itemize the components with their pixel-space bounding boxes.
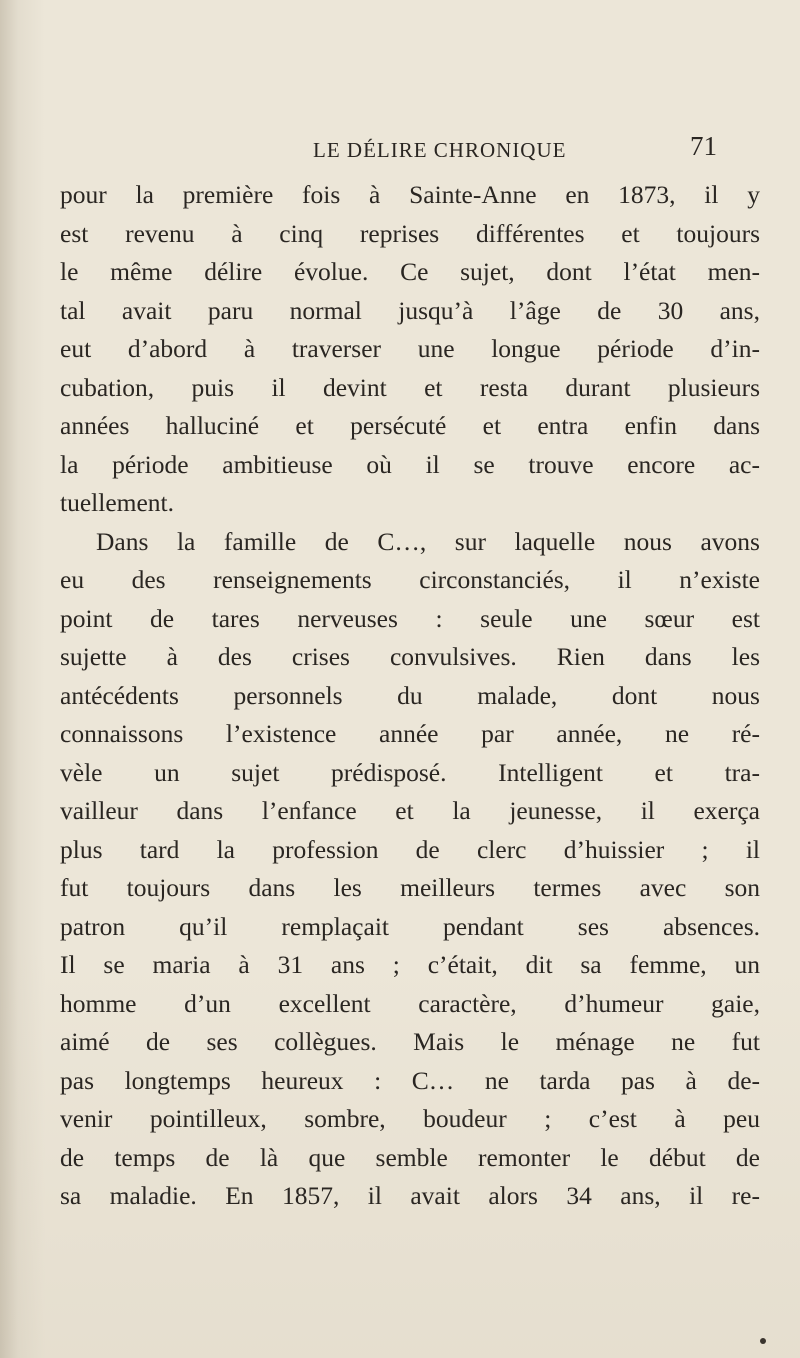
page-number: 71 (690, 131, 717, 161)
text-line: homme d’un excellent caractère, d’humeur gaie, (60, 988, 760, 1018)
text-line: plus tard la profession de clerc d’huissier ; il (60, 834, 760, 864)
text-line: Dans la famille de C…, sur laquelle nous avons (96, 526, 760, 556)
text-line: aimé de ses collègues. Mais le ménage ne fut (60, 1027, 760, 1056)
text-line: Il se maria à 31 ans ; c’était, dit sa femme, un (60, 950, 760, 979)
text-line: venir pointilleux, sombre, boudeur ; c’est à peu (60, 1104, 760, 1133)
text-line: eu des renseignements circonstanciés, il n’existe (60, 565, 760, 594)
body-text (60, 176, 760, 1216)
running-title: LE DÉLIRE CHRONIQUE (313, 138, 567, 162)
text-line: vèle un sujet prédisposé. Intelligent et tra- (60, 757, 760, 787)
ink-dot (760, 1338, 766, 1344)
text-line: de temps de là que semble remonter le début de (60, 1142, 760, 1172)
text-line: vailleur dans l’enfance et la jeunesse, il exerça (60, 796, 760, 825)
text-line: cubation, puis il devint et resta durant plusieurs (60, 372, 760, 402)
text-line: point de tares nerveuses : seule une sœur est (60, 603, 760, 633)
text-line: fut toujours dans les meilleurs termes avec son (60, 873, 760, 902)
text-line: tal avait paru normal jusqu’à l’âge de 30 ans, (60, 295, 760, 325)
running-head (0, 131, 800, 168)
text-line: sujette à des crises convulsives. Rien dans les (60, 642, 760, 671)
text-line: pas longtemps heureux : C… ne tarda pas à de- (60, 1065, 760, 1095)
text-line: antécédents personnels du malade, dont nous (60, 680, 760, 710)
text-line: connaissons l’existence année par année, ne ré- (60, 719, 760, 748)
text-line: pour la première fois à Sainte-Anne en 1873, il y (60, 180, 760, 209)
text-line: patron qu’il remplaçait pendant ses absences. (60, 911, 760, 941)
text-line: sa maladie. En 1857, il avait alors 34 ans, il re- (60, 1181, 760, 1210)
text-line: le même délire évolue. Ce sujet, dont l’état men- (60, 257, 760, 286)
text-line: eut d’abord à traverser une longue période d’in- (60, 334, 760, 363)
text-line: tuellement. (60, 488, 175, 517)
text-line: la période ambitieuse où il se trouve encore ac- (60, 449, 760, 479)
text-line: années halluciné et persécuté et entra enfin dans (60, 411, 760, 440)
text-line: est revenu à cinq reprises différentes et toujours (60, 218, 760, 248)
